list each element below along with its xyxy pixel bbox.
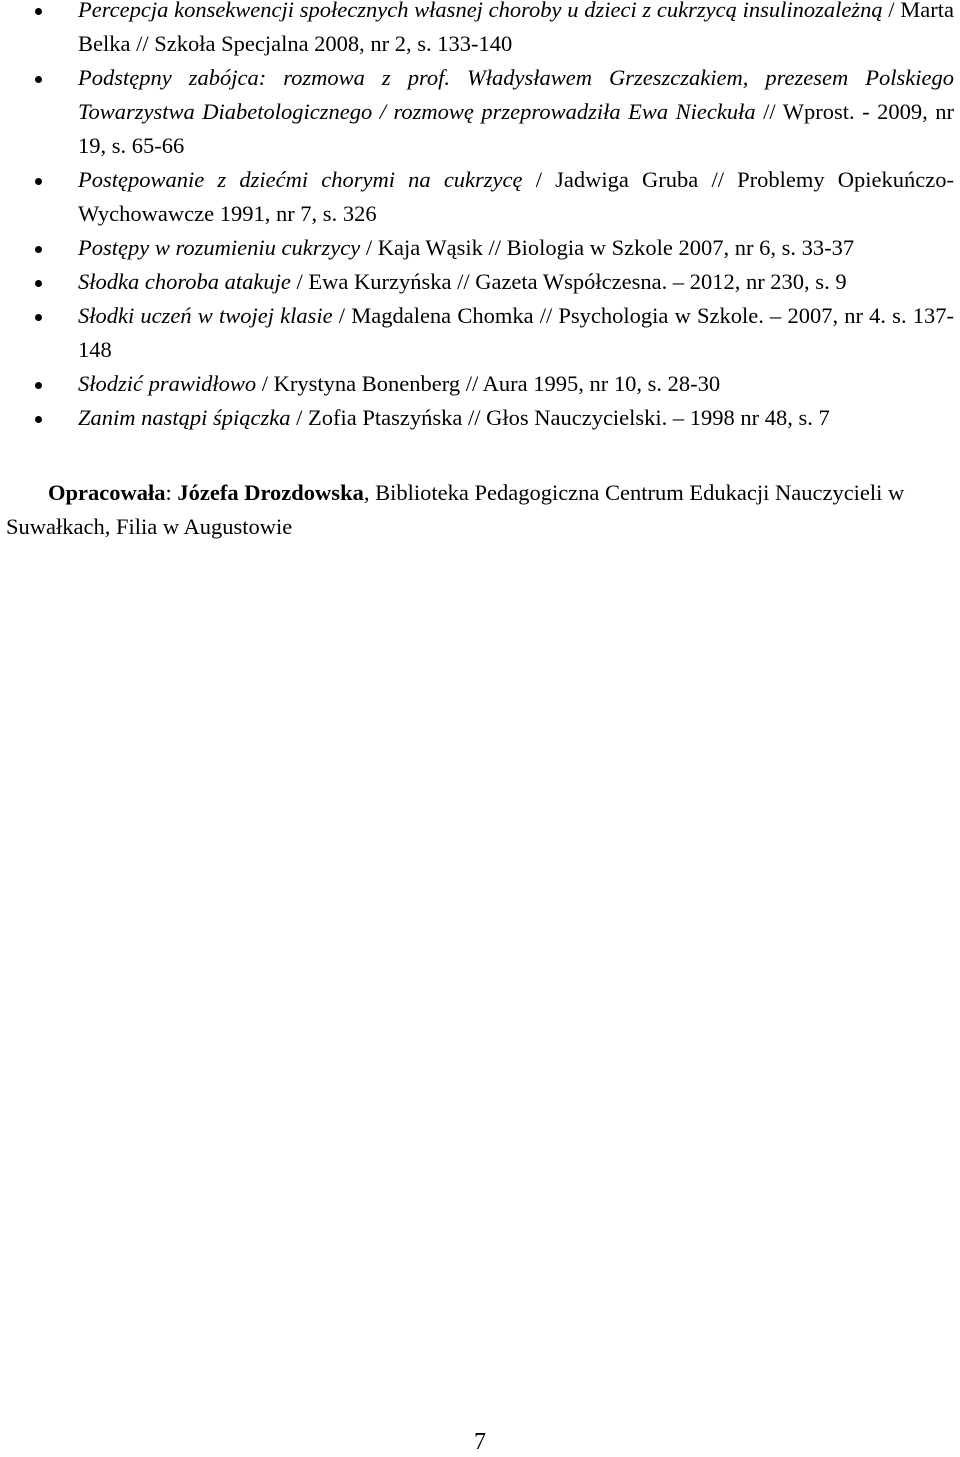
entry-title: Postępowanie z dziećmi chorymi na cukrzycę [78,167,523,192]
entry-details: / Kaja Wąsik // Biologia w Szkole 2007, nr 6, s. 33-37 [360,235,855,260]
bibliography-list [0,0,960,435]
entry-details: / Krystyna Bonenberg // Aura 1995, nr 10, s. 28-30 [256,371,721,396]
bullet-icon [35,178,42,185]
bibliography-entry [0,299,960,367]
entry-details: / Marta Belka // Szkoła Specjalna 2008, nr 2, s. 133-140 [78,0,955,56]
entry-title: Słodka choroba atakuje [78,269,291,294]
bullet-icon [35,280,42,287]
entry-details: // Wprost. - 2009, nr 19, s. 65-66 [78,99,954,158]
entry-title: Zanim nastąpi śpiączka [78,405,291,430]
entry-title: Słodki uczeń w twojej klasie [78,303,333,328]
bullet-icon [35,382,42,389]
compiler-credit [6,476,960,544]
bullet-icon [35,8,42,15]
entry-title: Słodzić prawidłowo [78,371,257,396]
credit-author: Józefa Drozdowska [177,480,364,505]
bibliography-entry [0,0,960,61]
bibliography-entry [0,367,960,401]
credit-separator: : [165,480,178,505]
credit-label: Opracowała [48,480,166,505]
entry-title: Postępy w rozumieniu cukrzycy [78,235,361,260]
entry-details: / Zofia Ptaszyńska // Głos Nauczycielski. – 1998 nr 48, s. 7 [290,405,830,430]
bullet-icon [35,76,42,83]
bibliography-entry [0,401,960,435]
bullet-icon [35,416,42,423]
entry-title: Podstępny zabójca: rozmowa z prof. Władysławem Grzeszczakiem, prezesem Polskiego Towarzystwa Diabetologicznego / rozmowę przeprowadziła Ewa Nieckuła [78,65,954,124]
entry-details: / Ewa Kurzyńska // Gazeta Współczesna. – 2012, nr 230, s. 9 [290,269,847,294]
bullet-icon [35,314,42,321]
credit-institution: , Biblioteka Pedagogiczna Centrum Edukacji Nauczycieli w Suwałkach, Filia w Augustowie [6,480,905,539]
bibliography-entry [0,163,960,231]
bibliography-entry [0,61,960,163]
bibliography-entry [0,231,960,265]
entry-title: Percepcja konsekwencji społecznych własnej choroby u dzieci z cukrzycą insulinozależną [78,0,883,22]
bibliography-entry [0,265,960,299]
entry-details: / Magdalena Chomka // Psychologia w Szkole. – 2007, nr 4. s. 137-148 [78,303,954,362]
bullet-icon [35,246,42,253]
entry-details: / Jadwiga Gruba // Problemy Opiekuńczo-Wychowawcze 1991, nr 7, s. 326 [78,167,954,226]
page-number: 7 [474,1429,486,1455]
